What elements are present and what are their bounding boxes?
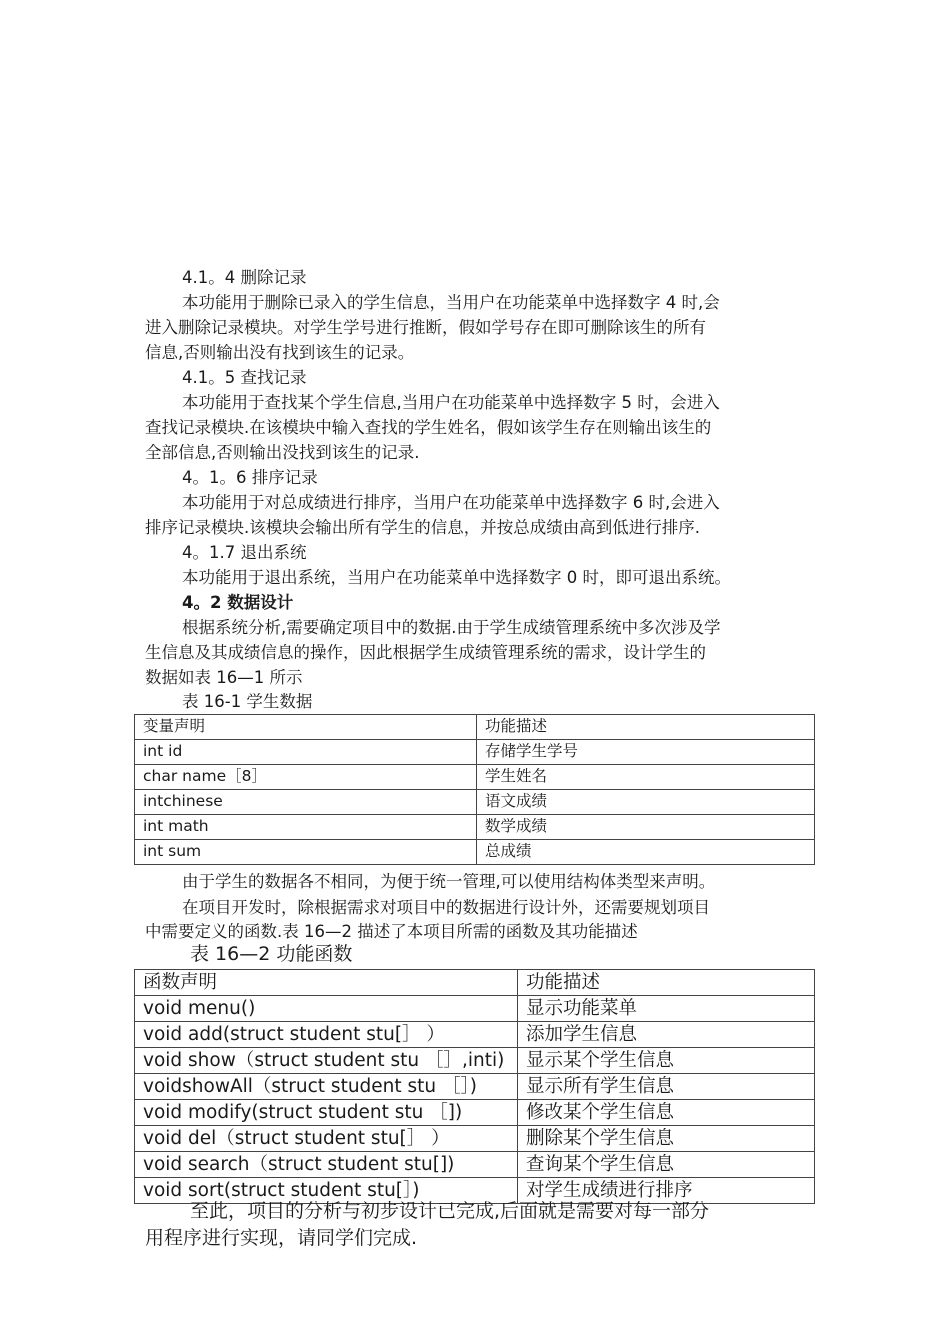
table-header-row bbox=[135, 715, 815, 740]
section-heading-4-1-4: 4.1。4 删除记录 bbox=[182, 268, 307, 287]
table-row bbox=[135, 1100, 815, 1126]
table-cell: 删除某个学生信息 bbox=[518, 1126, 815, 1152]
table-cell: 功能描述 bbox=[518, 970, 815, 996]
table2-caption: 表 16—2 功能函数 bbox=[190, 943, 353, 965]
table-cell: 显示某个学生信息 bbox=[518, 1048, 815, 1074]
table-cell: 数学成绩 bbox=[477, 815, 815, 840]
table-cell: voidshowAll（struct student stu ［］) bbox=[135, 1074, 518, 1100]
table-row bbox=[135, 1048, 815, 1074]
paragraph-line: 数据如表 16—1 所示 bbox=[145, 668, 303, 687]
table-cell: void menu() bbox=[135, 996, 518, 1022]
paragraph-line: 查找记录模块.在该模块中输入查找的学生姓名，假如该学生存在则输出该生的 bbox=[145, 418, 712, 437]
paragraph-line: 本功能用于查找某个学生信息,当用户在功能菜单中选择数字 5 时，会进入 bbox=[182, 393, 720, 412]
section-heading-4-1-5: 4.1。5 查找记录 bbox=[182, 368, 307, 387]
table-row bbox=[135, 765, 815, 790]
table-row bbox=[135, 740, 815, 765]
table-cell: 函数声明 bbox=[135, 970, 518, 996]
table-cell: void sort(struct student stu[］) bbox=[135, 1178, 518, 1204]
table-row bbox=[135, 840, 815, 865]
table-cell: void modify(struct student stu ［]) bbox=[135, 1100, 518, 1126]
paragraph-line: 中需要定义的函数.表 16—2 描述了本项目所需的函数及其功能描述 bbox=[145, 922, 638, 941]
table-cell: 查询某个学生信息 bbox=[518, 1152, 815, 1178]
table-cell: 修改某个学生信息 bbox=[518, 1100, 815, 1126]
table-row bbox=[135, 815, 815, 840]
table-header-row bbox=[135, 970, 815, 996]
paragraph-line: 信息,否则输出没有找到该生的记录。 bbox=[145, 343, 415, 362]
table-cell: int id bbox=[135, 740, 477, 765]
table-cell: void show（struct student stu ［］,inti) bbox=[135, 1048, 518, 1074]
section-heading-4-1-6: 4。1。6 排序记录 bbox=[182, 468, 318, 487]
table-row bbox=[135, 1152, 815, 1178]
table-cell: 对学生成绩进行排序 bbox=[518, 1178, 815, 1204]
table-cell: 显示所有学生信息 bbox=[518, 1074, 815, 1100]
paragraph-line: 在项目开发时，除根据需求对项目中的数据进行设计外，还需要规划项目 bbox=[182, 898, 710, 917]
table-row bbox=[135, 1022, 815, 1048]
table-cell: 语文成绩 bbox=[477, 790, 815, 815]
function-table bbox=[134, 969, 815, 1204]
paragraph-line: 全部信息,否则输出没找到该生的记录. bbox=[145, 443, 420, 462]
table-cell: void search（struct student stu[]) bbox=[135, 1152, 518, 1178]
table-cell: 变量声明 bbox=[135, 715, 477, 740]
paragraph-line: 本功能用于对总成绩进行排序，当用户在功能菜单中选择数字 6 时,会进入 bbox=[182, 493, 720, 512]
paragraph-line: 排序记录模块.该模块会输出所有学生的信息，并按总成绩由高到低进行排序. bbox=[145, 518, 700, 537]
section-heading-4-1-7: 4。1.7 退出系统 bbox=[182, 543, 307, 562]
table-row bbox=[135, 996, 815, 1022]
paragraph-line: 本功能用于退出系统，当用户在功能菜单中选择数字 0 时，即可退出系统。 bbox=[182, 568, 731, 587]
table-cell: 添加学生信息 bbox=[518, 1022, 815, 1048]
table1-caption: 表 16-1 学生数据 bbox=[182, 692, 313, 711]
table-cell: int math bbox=[135, 815, 477, 840]
paragraph-line: 生信息及其成绩信息的操作，因此根据学生成绩管理系统的需求，设计学生的 bbox=[145, 643, 706, 662]
table-cell: 学生姓名 bbox=[477, 765, 815, 790]
table-cell: void add(struct student stu[］ ） bbox=[135, 1022, 518, 1048]
table-cell: 显示功能菜单 bbox=[518, 996, 815, 1022]
paragraph-line: 由于学生的数据各不相同，为便于统一管理,可以使用结构体类型来声明。 bbox=[182, 872, 716, 891]
table-cell: 总成绩 bbox=[477, 840, 815, 865]
table-cell: 存储学生学号 bbox=[477, 740, 815, 765]
paragraph-line: 至此，项目的分析与初步设计已完成,后面就是需要对每一部分 bbox=[190, 1200, 710, 1222]
student-data-table bbox=[134, 714, 815, 865]
table-row bbox=[135, 1074, 815, 1100]
paragraph-line: 本功能用于删除已录入的学生信息，当用户在功能菜单中选择数字 4 时,会 bbox=[182, 293, 720, 312]
table-cell: 功能描述 bbox=[477, 715, 815, 740]
paragraph-line: 根据系统分析,需要确定项目中的数据.由于学生成绩管理系统中多次涉及学 bbox=[182, 618, 721, 637]
table-cell: char name［8］ bbox=[135, 765, 477, 790]
table-cell: intchinese bbox=[135, 790, 477, 815]
table-cell: void del（struct student stu[］ ） bbox=[135, 1126, 518, 1152]
section-heading-4-2: 4。2 数据设计 bbox=[182, 593, 294, 612]
paragraph-line: 用程序进行实现，请同学们完成. bbox=[145, 1227, 418, 1249]
table-cell: int sum bbox=[135, 840, 477, 865]
paragraph-line: 进入删除记录模块。对学生学号进行推断，假如学号存在即可删除该生的所有 bbox=[145, 318, 706, 337]
table-row bbox=[135, 1126, 815, 1152]
table-row bbox=[135, 790, 815, 815]
